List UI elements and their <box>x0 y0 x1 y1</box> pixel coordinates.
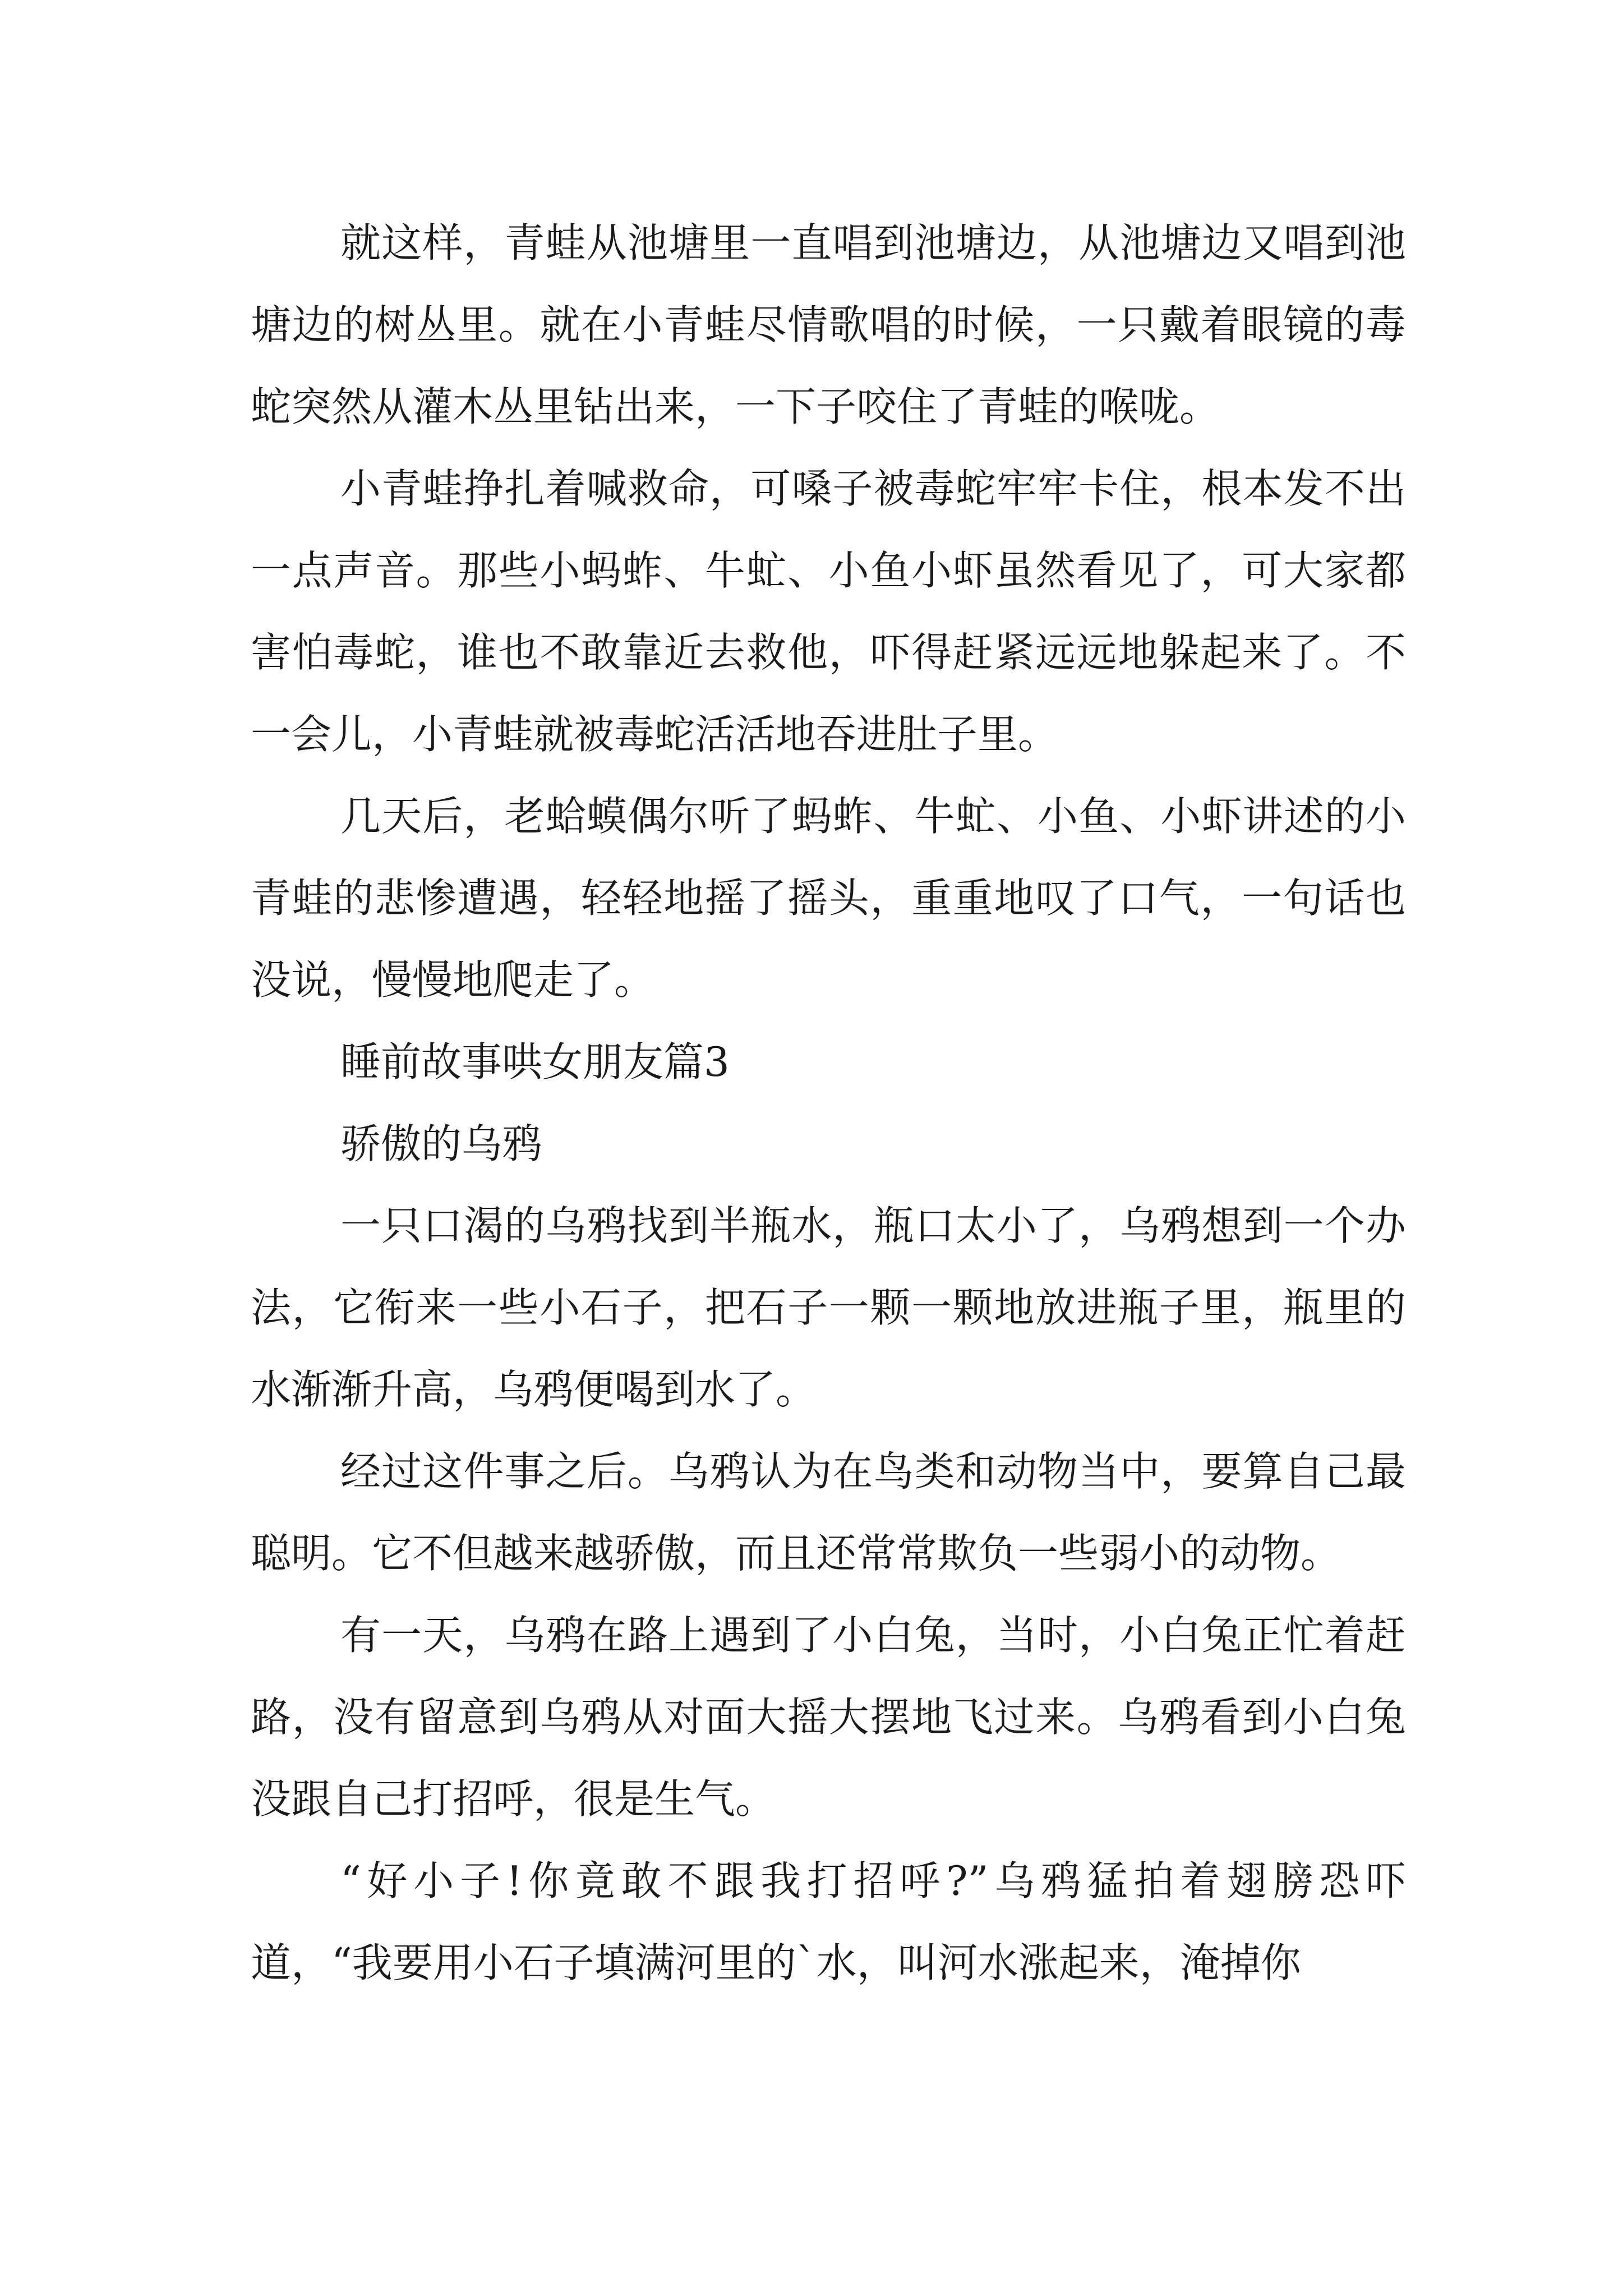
paragraph-1: 就这样，青蛙从池塘里一直唱到池塘边，从池塘边又唱到池塘边的树丛里。就在小青蛙尽情歌唱的时候，一只戴着眼镜的毒蛇突然从灌木丛里钻出来，一下子咬住了青蛙的喉咙。 <box>251 219 1406 430</box>
story-title: 骄傲的乌鸦 <box>340 1120 543 1167</box>
paragraph-3: 几天后，老蛤蟆偶尔听了蚂蚱、牛虻、小鱼、小虾讲述的小青蛙的悲惨遭遇，轻轻地摇了摇头，重重地叹了口气，一句话也没说，慢慢地爬走了。 <box>251 793 1406 1004</box>
paragraph-2: 小青蛙挣扎着喊救命，可嗓子被毒蛇牢牢卡住，根本发不出一点声音。那些小蚂蚱、牛虻、小鱼小虾虽然看见了，可大家都害怕毒蛇，谁也不敢靠近去救他，吓得赶紧远远地躲起来了。不一会儿，小青蛙就被毒蛇活活地吞进肚子里。 <box>251 465 1406 758</box>
paragraph-5: 经过这件事之后。乌鸦认为在鸟类和动物当中，要算自己最聪明。它不但越来越骄傲，而且还常常欺负一些弱小的动物。 <box>251 1448 1406 1577</box>
paragraph-6: 有一天，乌鸦在路上遇到了小白兔，当时，小白兔正忙着赶路，没有留意到乌鸦从对面大摇大摆地飞过来。乌鸦看到小白兔没跟自己打招呼，很是生气。 <box>251 1612 1406 1823</box>
document-body <box>251 202 1406 2004</box>
section-heading: 睡前故事哄女朋友篇3 <box>340 1038 730 1085</box>
paragraph-4: 一只口渴的乌鸦找到半瓶水，瓶口太小了，乌鸦想到一个办法，它衔来一些小石子，把石子一颗一颗地放进瓶子里，瓶里的水渐渐升高，乌鸦便喝到水了。 <box>251 1202 1406 1413</box>
paragraph-7: “好小子!你竟敢不跟我打招呼?”乌鸦猛拍着翅膀恐吓道，“我要用小石子填满河里的`水，叫河水涨起来，淹掉你 <box>251 1857 1406 1986</box>
